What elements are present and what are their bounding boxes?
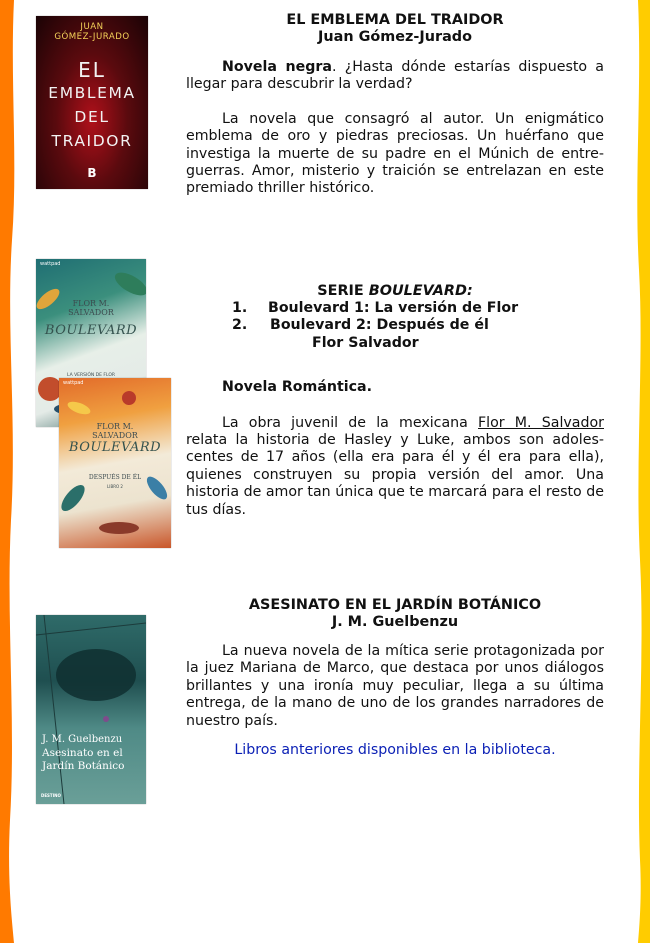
publisher-label: wattpad <box>40 261 61 267</box>
list-item <box>186 317 604 334</box>
cover-small-label: LIBRO 2 <box>107 484 123 489</box>
cover-title-line-2: EMBLEMA <box>48 84 136 102</box>
library-availability-note: Libros anteriores disponibles en la biblioteca. <box>234 742 556 759</box>
list-number: 1. <box>232 300 248 316</box>
publisher-logo: DESTINO <box>41 793 61 798</box>
series-name: BOULEVARD: <box>368 283 473 299</box>
book-description: La nueva novela de la mítica serie protagonizada por la juez Mariana de Marco, que destaca por unos diálogos brillantes y una ironía muy peculiar, llega a su última entrega, de la mano de uno de los grandes narradores de nuestro país. <box>186 643 604 729</box>
list-number: 2. <box>232 317 248 334</box>
book-description <box>186 415 604 519</box>
desc-text: relata la historia de Hasley y Luke, ambos son adolescentes de 17 años (ella era para él y él era para ella), quienes construyen su propia versión del amor. Una historia de amor tan única que te marcará para el resto de tus días. <box>186 432 604 518</box>
publisher-label: wattpad <box>63 380 84 386</box>
tree-reflection-art <box>36 615 146 804</box>
book-cover-boulevard-2 <box>59 378 171 548</box>
author-link[interactable]: Flor M. Salvador <box>478 414 604 431</box>
cover-author: FLOR M. SALVADOR <box>68 299 114 317</box>
book-genre <box>186 379 604 396</box>
list-item <box>186 300 604 317</box>
hook-text: . ¿Hasta dónde estarías dispuesto a llegar para descubrir la verdad? <box>186 59 604 93</box>
book-cover-asesinato-jardin-botanico <box>36 615 146 804</box>
book-title: EL EMBLEMA DEL TRAIDOR <box>286 12 504 28</box>
genre-label: Novela Romántica. <box>222 379 373 396</box>
book-author: J. M. Guelbenzu <box>331 614 459 630</box>
book-author: Juan Gómez-Jurado <box>318 29 472 45</box>
list-text: Boulevard 2: Después de él <box>270 317 489 334</box>
cover-title-line-4: TRAIDOR <box>51 132 133 150</box>
list-text: Boulevard 1: La versión de Flor <box>268 300 519 316</box>
book-entry-el-emblema <box>186 12 604 198</box>
cover-title: BOULEVARD <box>68 440 162 455</box>
book-genre-hook <box>186 59 604 94</box>
cover-author: FLOR M. SALVADOR <box>92 422 138 440</box>
cover-title-line-3: DEL <box>74 108 110 126</box>
book-author: Flor Salvador <box>312 334 419 351</box>
publisher-logo: B <box>87 166 97 180</box>
series-title <box>186 283 604 300</box>
series-list <box>186 300 604 335</box>
cover-title: Asesinato en el Jardín Botánico <box>42 747 125 772</box>
book-cover-el-emblema-del-traidor <box>36 16 148 189</box>
desc-text: La obra juvenil de la mexicana <box>222 414 479 431</box>
left-orange-border <box>0 0 20 943</box>
cover-subtitle: DESPUÉS DE ÉL <box>88 474 142 481</box>
cover-author: J. M. Guelbenzu <box>42 734 123 745</box>
leaf-decoration <box>59 378 171 548</box>
cover-title-line-1: EL <box>78 58 106 82</box>
book-description: La novela que consagró al autor. Un enigmático emblema de oro y piedras preciosas. Un huérfano que investiga la muerte de su padre en el Múnich de entreguerras. Amor, misterio y traición se entrelazan en este premiado thriller histórico. <box>186 110 604 197</box>
cover-title: BOULEVARD <box>44 323 138 338</box>
series-prefix: SERIE <box>317 283 369 299</box>
book-entry-asesinato <box>186 597 604 759</box>
cover-subtitle: LA VERSIÓN DE FLOR <box>66 373 116 378</box>
book-title: ASESINATO EN EL JARDÍN BOTÁNICO <box>248 597 542 613</box>
right-yellow-border <box>630 0 650 943</box>
genre-label: Novela negra <box>222 59 332 75</box>
book-entry-serie-boulevard <box>186 283 604 519</box>
cover-author: JUAN GÓMEZ-JURADO <box>54 22 130 42</box>
